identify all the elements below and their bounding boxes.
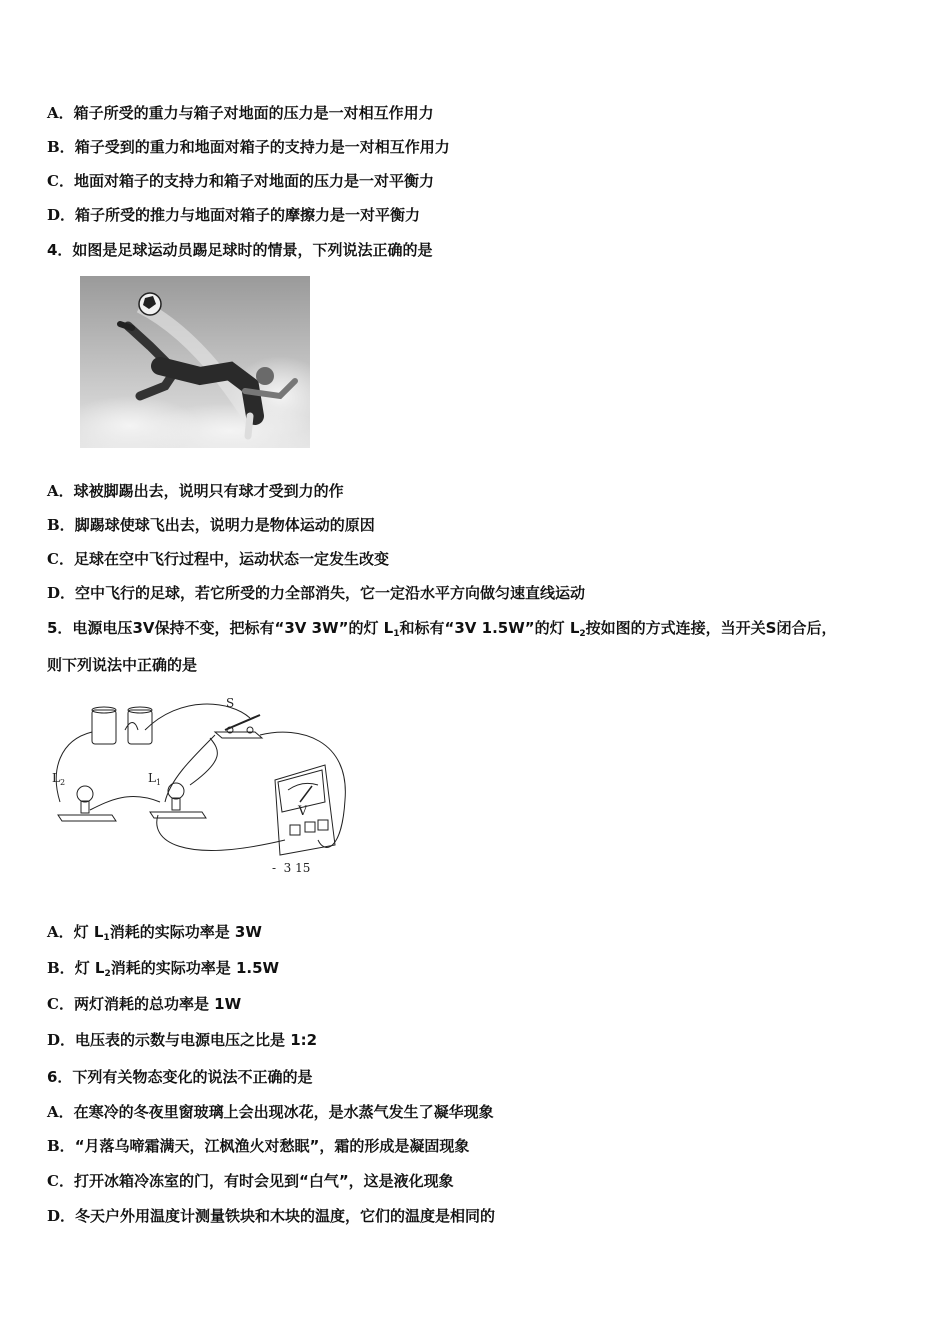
lamp-l2-label: $L_2$ [52,771,66,787]
circuit-diagram [50,690,360,880]
battery-1 [92,710,116,744]
q5-option-a: A．灯 $L_1$消耗的实际功率是 3W [47,923,262,943]
voltmeter-terminals: - 3 15 [272,861,311,875]
q4-option-b: B．脚踢球使球飞出去，说明力是物体运动的原因 [47,516,375,534]
q6-stem: 6．下列有关物态变化的说法不正确的是 [47,1068,313,1086]
switch [215,732,262,738]
q5-stem: 5．电源电压3V保持不变，把标有“3V 3W”的灯 $L_1$和标有“3V 1.5W”的灯 $L_2$按如图的方式连接，当开关S闭合后， [47,619,837,639]
q3-option-d: D．箱子所受的推力与地面对箱子的摩擦力是一对平衡力 [47,206,421,224]
q3-option-c: C．地面对箱子的支持力和箱子对地面的压力是一对平衡力 [47,172,434,190]
voltmeter-label: V [298,804,308,819]
q6-option-d: D．冬天户外用温度计测量铁块和木块的温度，它们的温度是相同的 [47,1207,496,1225]
q6-option-c: C．打开冰箱冷冻室的门，有时会见到“白气”，这是液化现象 [47,1172,454,1190]
q3-option-b: B．箱子受到的重力和地面对箱子的支持力是一对相互作用力 [47,138,450,156]
lamp-l1-label: $L_1$ [148,771,162,787]
q4-option-a: A．球被脚踢出去，说明只有球才受到力的作 [47,482,344,500]
q4-option-d: D．空中飞行的足球，若它所受的力全部消失，它一定沿水平方向做匀速直线运动 [47,584,586,602]
q5-option-c: C．两灯消耗的总功率是 1W [47,995,242,1013]
lamp-l1-bulb [168,783,184,799]
q4-option-c: C．足球在空中飞行过程中，运动状态一定发生改变 [47,550,389,568]
lamp-l2-bulb [77,786,93,802]
switch-label: S [226,696,235,710]
q4-stem: 4．如图是足球运动员踢足球时的情景，下列说法正确的是 [47,241,433,259]
lamp-l1-base [150,812,206,818]
q5-option-b: B．灯 $L_2$消耗的实际功率是 1.5W [47,959,280,979]
q5-stem-line2: 则下列说法中正确的是 [47,656,198,674]
q5-option-d: D．电压表的示数与电源电压之比是 1:2 [47,1031,318,1049]
q6-option-b: B．“月落乌啼霜满天，江枫渔火对愁眠”，霜的形成是凝固现象 [47,1137,470,1155]
q3-option-a: A．箱子所受的重力与箱子对地面的压力是一对相互作用力 [47,104,434,122]
football-player-photo [80,276,310,448]
q6-option-a: A．在寒冷的冬夜里窗玻璃上会出现冰花，是水蒸气发生了凝华现象 [47,1103,494,1121]
lamp-l2-base [58,815,116,821]
